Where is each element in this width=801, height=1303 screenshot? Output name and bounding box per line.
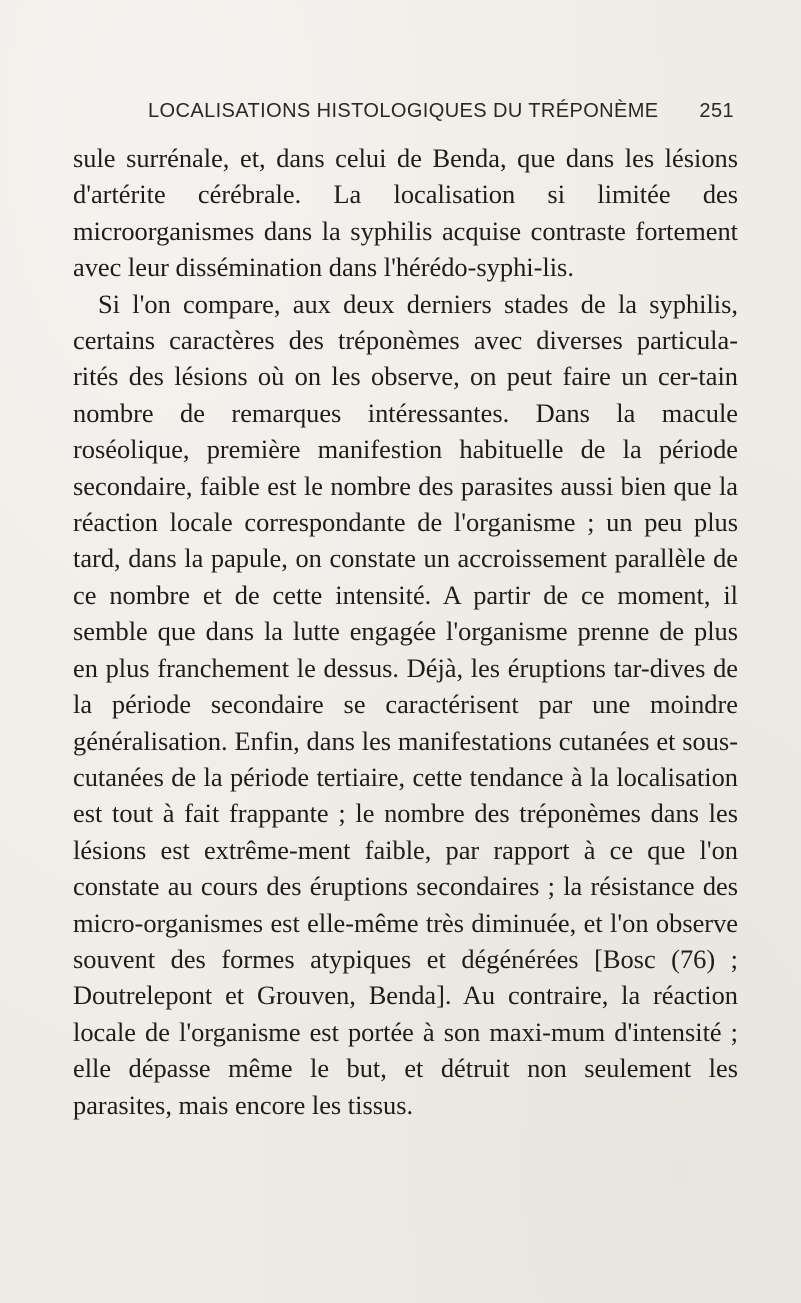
paragraph-continued: sule surrénale, et, dans celui de Benda, que dans les lésions d'artérite cérébrale. La localisation si limitée des microorganismes dans la syphilis acquise contraste fortement avec leur dissémination dans l'hérédo-syphi-lis. (73, 143, 738, 283)
running-title: LOCALISATIONS HISTOLOGIQUES DU TRÉPONÈME (148, 100, 659, 122)
page-number: 251 (699, 100, 734, 122)
body-text (73, 140, 738, 1123)
running-head (148, 100, 734, 130)
paragraph-syphilis-stades: Si l'on compare, aux deux derniers stades de la syphilis, certains caractères des tréponèmes avec diverses particula-rités des lésions où on les observe, on peut faire un cer-tain nombre de remarques intéressantes. Dans la macule roséolique, première manifestion habituelle de la période secondaire, faible est le nombre des parasites aussi bien que la réaction locale correspondante de l'organisme ; un peu plus tard, dans la papule, on constate un accroissement parallèle de ce nombre et de cette intensité. A partir de ce moment, il semble que dans la lutte engagée l'organisme prenne de plus en plus franchement le dessus. Déjà, les éruptions tar-dives de la période secondaire se caractérisent par une moindre généralisation. Enfin, dans les manifestations cutanées et sous-cutanées de la période tertiaire, cette tendance à la localisation est tout à fait frappante ; le nombre des tréponèmes dans les lésions est extrême-ment faible, par rapport à ce que l'on constate au cours des éruptions secondaires ; la résistance des micro-organismes est elle-même très diminuée, et l'on observe souvent des formes atypiques et dégénérées [Bosc (76) ; Doutrelepont et Grouven, Benda]. Au contraire, la réaction locale de l'organisme est portée à son maxi-mum d'intensité ; elle dépasse même le but, et détruit non seulement les parasites, mais encore les tissus. (73, 288, 738, 1120)
